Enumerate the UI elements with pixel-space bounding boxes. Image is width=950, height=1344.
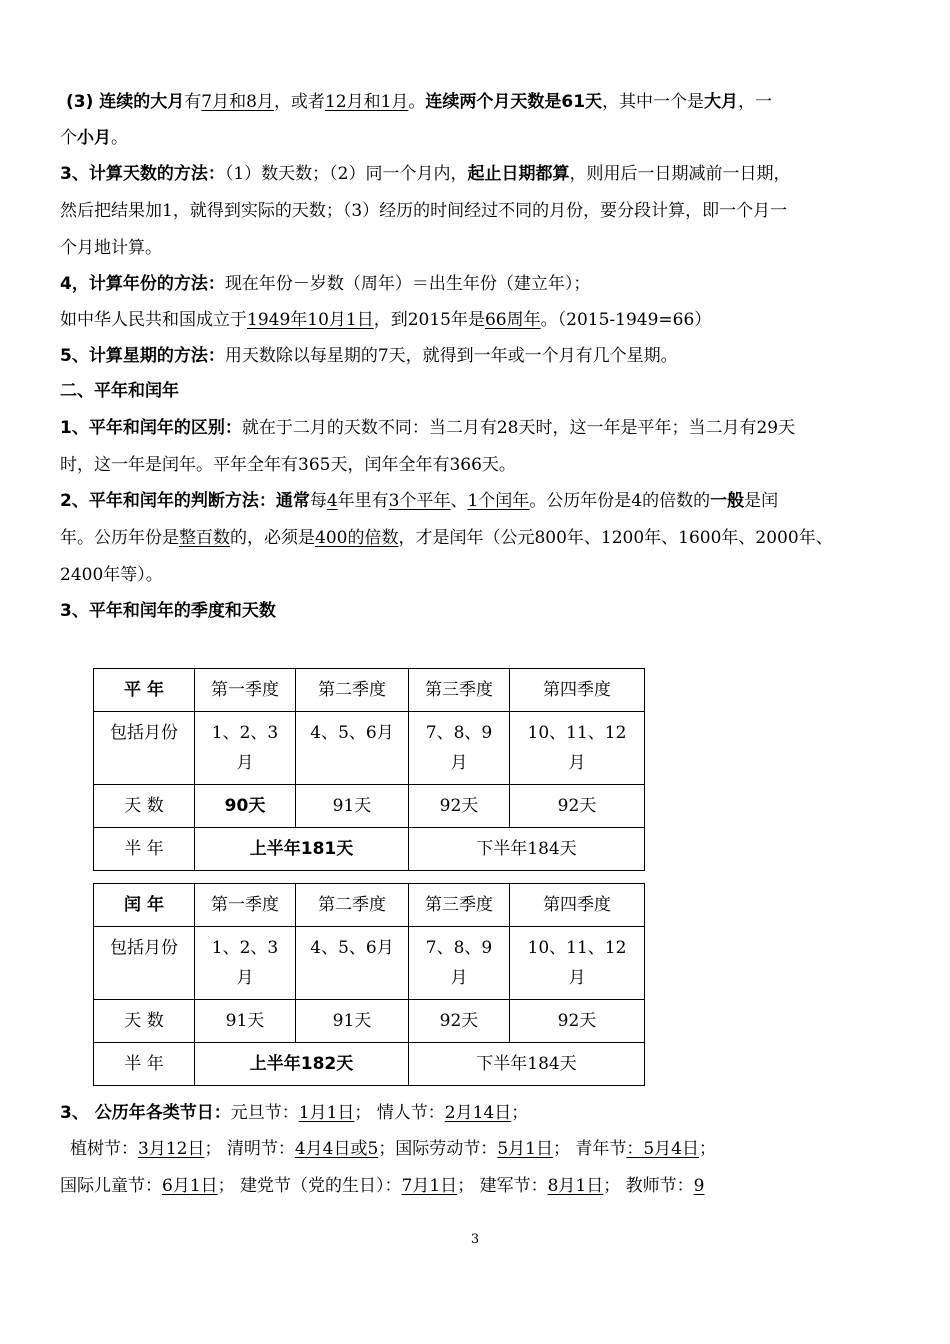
text-span: 4月4日或5 bbox=[294, 1139, 379, 1159]
table-cell: 90天 bbox=[195, 785, 296, 828]
text-span: ，或者 bbox=[273, 92, 325, 112]
common-year-table bbox=[93, 668, 645, 871]
text-span: ，其中一个是 bbox=[602, 92, 705, 112]
table-cell: 平 年 bbox=[94, 669, 195, 712]
cell-line: 10、11、12 bbox=[527, 938, 627, 958]
leap-year-table bbox=[93, 883, 645, 1086]
text-span: 1949年10月1日 bbox=[247, 310, 374, 330]
text-span: ； 教师节： bbox=[603, 1176, 694, 1196]
text-span: 连续两个月天数是61天 bbox=[425, 92, 603, 112]
text-span: ：5月4日 bbox=[626, 1139, 699, 1159]
table-cell: 91天 bbox=[296, 1000, 409, 1043]
table-cell: 第二季度 bbox=[296, 669, 409, 712]
section-heading: 3、计算天数的方法： bbox=[60, 164, 225, 184]
text-span: 1月1日 bbox=[298, 1103, 355, 1123]
text-span: 。 bbox=[111, 128, 128, 148]
table-row bbox=[94, 884, 645, 927]
table-cell: 下半年184天 bbox=[409, 828, 645, 871]
text-span: ； 清明节： bbox=[204, 1139, 295, 1159]
cell-line: 4、5、6月 bbox=[310, 723, 394, 743]
text-span: 每 bbox=[309, 491, 327, 511]
text-span: 元旦节： bbox=[230, 1103, 299, 1123]
text-line-17 bbox=[70, 1139, 716, 1159]
table-cell: 下半年184天 bbox=[409, 1043, 645, 1086]
text-span: 8月1日 bbox=[547, 1176, 604, 1196]
text-span: 7月和8月 bbox=[201, 92, 274, 112]
text-span: 用天数除以每星期的7天，就得到一年或一个月有几个星期。 bbox=[224, 346, 678, 366]
text-span: 400的倍数 bbox=[315, 528, 399, 548]
cell-line: 1、2、3 bbox=[211, 938, 279, 958]
table-cell: 92天 bbox=[510, 1000, 645, 1043]
text-span: 。公历年份是4的倍数的 bbox=[529, 491, 711, 511]
cell-line: 4、5、6月 bbox=[310, 938, 394, 958]
text-span: 。 bbox=[408, 92, 426, 112]
text-line-2 bbox=[60, 128, 128, 148]
text-span: 9 bbox=[693, 1176, 705, 1196]
cell-line: 月 bbox=[568, 968, 586, 988]
text-span: ，才是闰年（公元800年、1200年、1600年、2000年、 bbox=[398, 528, 833, 548]
table-cell: 91天 bbox=[195, 1000, 296, 1043]
text-span: ； bbox=[511, 1103, 529, 1123]
text-span: 如中华人民共和国成立于 bbox=[60, 310, 247, 330]
text-line-18 bbox=[60, 1176, 704, 1196]
page-number: 3 bbox=[470, 1232, 480, 1247]
text-span: （1）数天数；（2）同一个月内， bbox=[224, 164, 468, 184]
section-heading: 4，计算年份的方法： bbox=[60, 274, 225, 294]
text-line-4: 然后把结果加1，就得到实际的天数；（3）经历的时间经过不同的月份，要分段计算，即一个月一 bbox=[60, 201, 788, 221]
text-line-7 bbox=[60, 310, 711, 330]
table-row bbox=[94, 1043, 645, 1086]
cell-line: 月 bbox=[236, 753, 254, 773]
text-span: 1个闰年 bbox=[467, 491, 530, 511]
text-span: 小月 bbox=[77, 128, 111, 148]
text-span: ； 青年节 bbox=[552, 1139, 627, 1159]
text-span: ，一 bbox=[738, 92, 773, 112]
table-cell bbox=[409, 712, 510, 785]
text-span: 植树节： bbox=[70, 1139, 138, 1159]
table-cell bbox=[510, 927, 645, 1000]
table-cell: 第三季度 bbox=[409, 669, 510, 712]
table-cell: 第一季度 bbox=[195, 669, 296, 712]
text-line-11: 时，这一年是闰年。平年全年有365天，闰年全年有366天。 bbox=[60, 455, 516, 475]
text-span: 年。公历年份是 bbox=[60, 528, 179, 548]
text-span: ，到2015年是 bbox=[373, 310, 485, 330]
section-heading: 3、平年和闰年的季度和天数 bbox=[60, 601, 276, 621]
table-row bbox=[94, 1000, 645, 1043]
table-cell bbox=[296, 927, 409, 1000]
cell-line: 月 bbox=[236, 968, 254, 988]
section-heading: 2、平年和闰年的判断方法： bbox=[60, 491, 276, 511]
text-span: 3月12日 bbox=[138, 1139, 205, 1159]
table-cell: 92天 bbox=[409, 785, 510, 828]
text-span: 12月和1月 bbox=[324, 92, 409, 112]
text-span: 通常 bbox=[275, 491, 310, 511]
text-line-13 bbox=[60, 528, 833, 548]
text-span: ，则用后一日期减前一日期， bbox=[569, 164, 791, 184]
section-heading: 1、平年和闰年的区别： bbox=[60, 418, 242, 438]
table-cell: 半 年 bbox=[94, 1043, 195, 1086]
text-span: 起止日期都算 bbox=[467, 164, 570, 184]
table-cell: 上半年181天 bbox=[195, 828, 409, 871]
table-cell: 包括月份 bbox=[94, 712, 195, 785]
text-line-10 bbox=[60, 418, 795, 438]
text-line-8 bbox=[60, 346, 678, 366]
text-span: ； 情人节： bbox=[354, 1103, 445, 1123]
table-cell: 91天 bbox=[296, 785, 409, 828]
table-cell: 第一季度 bbox=[195, 884, 296, 927]
table-cell: 包括月份 bbox=[94, 927, 195, 1000]
table-cell: 第二季度 bbox=[296, 884, 409, 927]
text-span: ； bbox=[699, 1139, 716, 1159]
text-line-12 bbox=[60, 491, 778, 511]
table-cell: 天 数 bbox=[94, 785, 195, 828]
text-span: 4 bbox=[326, 491, 338, 511]
text-span: ； 建党节（党的生日）： bbox=[217, 1176, 402, 1196]
text-span: ；国际劳动节： bbox=[378, 1139, 498, 1159]
cell-line: 月 bbox=[568, 753, 586, 773]
text-span: 5月1日 bbox=[497, 1139, 553, 1159]
cell-line: 10、11、12 bbox=[527, 723, 627, 743]
text-span: ； 建军节： bbox=[457, 1176, 548, 1196]
text-span: 就在于二月的天数不同：当二月有28天时，这一年是平年；当二月有29天 bbox=[241, 418, 796, 438]
text-span: 6月1日 bbox=[162, 1176, 218, 1196]
text-span: 有 bbox=[184, 92, 202, 112]
text-line-16 bbox=[60, 1103, 528, 1123]
text-span: 的，必须是 bbox=[230, 528, 315, 548]
text-line-3 bbox=[60, 164, 790, 184]
text-span: 一般 bbox=[710, 491, 745, 511]
section-title: 二、平年和闰年 bbox=[60, 381, 179, 401]
text-span: 、 bbox=[450, 491, 468, 511]
text-line-6 bbox=[60, 274, 590, 294]
text-span: 现在年份－岁数（周年）＝出生年份（建立年）； bbox=[224, 274, 591, 294]
cell-line: 月 bbox=[450, 753, 468, 773]
table-cell: 第四季度 bbox=[510, 669, 645, 712]
text-span: 整百数 bbox=[179, 528, 230, 548]
table-cell: 上半年182天 bbox=[195, 1043, 409, 1086]
text-span: 国际儿童节： bbox=[60, 1176, 162, 1196]
text-span: 个 bbox=[60, 128, 77, 148]
cell-line: 1、2、3 bbox=[211, 723, 279, 743]
table-cell: 92天 bbox=[409, 1000, 510, 1043]
text-line-14: 2400年等）。 bbox=[60, 565, 163, 585]
table-cell: 第三季度 bbox=[409, 884, 510, 927]
table-cell: 天 数 bbox=[94, 1000, 195, 1043]
section-heading: 3、 公历年各类节日： bbox=[60, 1103, 231, 1123]
table-cell bbox=[195, 712, 296, 785]
table-cell: 92天 bbox=[510, 785, 645, 828]
text-span: 年里有 bbox=[337, 491, 389, 511]
text-span: 66周年 bbox=[484, 310, 541, 330]
table-cell bbox=[510, 712, 645, 785]
text-span: 大月 bbox=[704, 92, 739, 112]
cell-line: 7、8、9 bbox=[425, 938, 493, 958]
table-cell bbox=[409, 927, 510, 1000]
table-cell bbox=[195, 927, 296, 1000]
table-row bbox=[94, 669, 645, 712]
text-span: (3) 连续的大月 bbox=[66, 92, 185, 112]
table-cell: 闰 年 bbox=[94, 884, 195, 927]
text-span: 7月1日 bbox=[401, 1176, 458, 1196]
table-row bbox=[94, 828, 645, 871]
cell-line: 7、8、9 bbox=[425, 723, 493, 743]
table-cell: 第四季度 bbox=[510, 884, 645, 927]
text-span: 3个平年 bbox=[388, 491, 451, 511]
table-cell bbox=[296, 712, 409, 785]
text-span: 是闰 bbox=[744, 491, 779, 511]
table-cell: 半 年 bbox=[94, 828, 195, 871]
text-span: 。（2015-1949=66） bbox=[540, 310, 712, 330]
table-row bbox=[94, 712, 645, 785]
section-heading: 5、计算星期的方法： bbox=[60, 346, 225, 366]
cell-line: 月 bbox=[450, 968, 468, 988]
text-line-5: 个月地计算。 bbox=[60, 238, 162, 258]
text-line-1 bbox=[66, 92, 772, 112]
text-span: 2月14日 bbox=[444, 1103, 512, 1123]
table-row bbox=[94, 785, 645, 828]
table-row bbox=[94, 927, 645, 1000]
